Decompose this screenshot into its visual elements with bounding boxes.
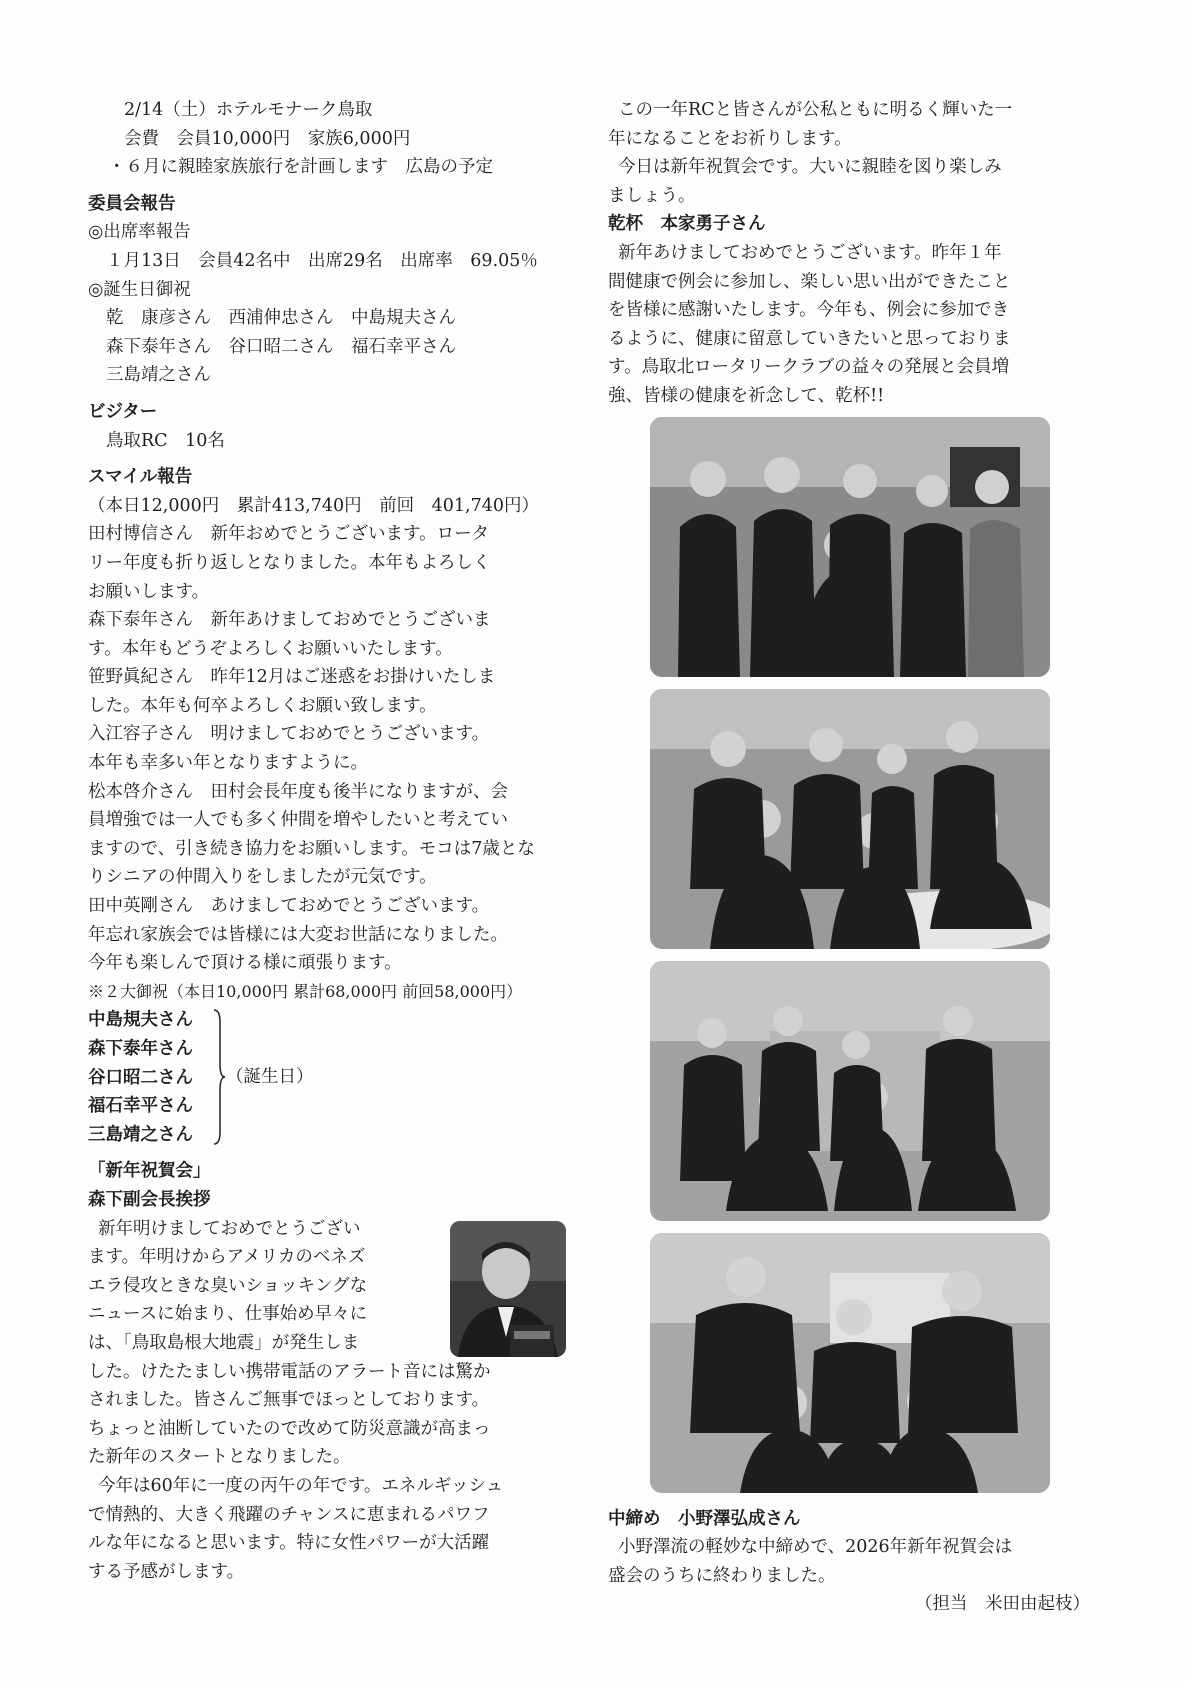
- speech-line: した。けたたましい携帯電話のアラート音には驚か: [88, 1361, 491, 1382]
- speaker-photo: [450, 1221, 566, 1357]
- smile-line: リー年度も折り返しとなりました。本年もよろしく: [88, 552, 491, 573]
- toast-line: す。鳥取北ロータリークラブの益々の発展と会員増: [608, 357, 1010, 378]
- speech-line: エラ侵攻ときな臭いショッキングな: [88, 1275, 368, 1296]
- toast-line: を皆様に感謝いたします。今年も、例会に参加でき: [608, 300, 1010, 321]
- speech-line: た新年のスタートとなりました。: [88, 1447, 351, 1468]
- celebration-name: 中島規夫さん: [88, 1010, 193, 1031]
- double-celebration-line: ※２大御祝（本日10,000円 累計68,000円 前回58,000円）: [88, 981, 523, 1001]
- celebration-name: 谷口昭二さん: [88, 1067, 193, 1088]
- smile-report-text: [88, 520, 558, 978]
- celebration-name: 三島靖之さん: [88, 1124, 193, 1145]
- smile-line: 森下泰年さん 新年あけましておめでとうございま: [88, 610, 491, 631]
- smile-line: した。本年も何卒よろしくお願い致します。: [88, 695, 437, 716]
- smile-line: す。本年もどうぞよろしくお願いいたします。: [88, 638, 453, 659]
- birthday-heading: ◎誕生日御祝: [88, 279, 191, 300]
- celebration-name: 福石幸平さん: [88, 1096, 193, 1117]
- smile-line: 本年も幸多い年となりますように。: [88, 753, 368, 774]
- toast-line: るように、健康に留意していきたいと思っておりま: [608, 328, 1011, 349]
- celebration-name: 森下泰年さん: [88, 1039, 193, 1059]
- left-column: [88, 96, 558, 1586]
- smile-line: 員増強では一人でも多く仲間を増やしたいと考えてい: [88, 810, 508, 831]
- smile-line: 松本啓介さん 田村会長年度も後半になりますが、会: [88, 781, 508, 802]
- speech-heading: 森下副会長挨拶: [88, 1190, 211, 1210]
- group-photo-2: [650, 689, 1050, 949]
- speech-line: ニュースに始まり、仕事始め早々に: [88, 1304, 368, 1325]
- closing-line: 盛会のうちに終わりました。: [608, 1565, 836, 1586]
- smile-line: 田中英剛さん あけましておめでとうございます。: [88, 896, 490, 917]
- visitor-line: 鳥取RC 10名: [106, 430, 225, 451]
- smile-line: 今年も楽しんで頂ける様に頑張ります。: [88, 953, 402, 974]
- birthday-line: 乾 康彦さん 西浦伸忠さん 中島規夫さん: [106, 308, 456, 329]
- credit-line: （担当 米田由起枝）: [915, 1594, 1090, 1615]
- toast-line: 強、皆様の健康を祈念して、乾杯!!: [608, 385, 885, 406]
- smile-heading: スマイル報告: [88, 467, 193, 488]
- smile-line: ますので、引き続き協力をお願いします。モコは7歳とな: [88, 838, 535, 859]
- attendance-line: １月13日 会員42名中 出席29名 出席率 69.05％: [106, 250, 538, 271]
- smile-line: 田村博信さん 新年おめでとうございます。ロータ: [88, 524, 490, 545]
- smile-line: 年忘れ家族会では皆様には大変お世話になりました。: [88, 924, 508, 945]
- group-photo-4: [650, 1233, 1050, 1493]
- toast-heading: 乾杯 本家勇子さん: [608, 214, 766, 235]
- speech-line: ちょっと油断していたので改めて防災意識が高まっ: [88, 1418, 491, 1439]
- closing-line: 小野澤流の軽妙な中締めで、2026年新年祝賀会は: [618, 1537, 1013, 1558]
- visitor-heading: ビジター: [88, 401, 158, 422]
- speech-block: [88, 1215, 558, 1358]
- committee-heading: 委員会報告: [88, 193, 176, 214]
- attendance-heading: ◎出席率報告: [88, 222, 191, 243]
- speech-line: で情熱的、大きく飛躍のチャンスに恵まれるパワフ: [88, 1504, 490, 1525]
- event-fee-line: 会費 会員10,000円 家族6,000円: [124, 128, 411, 149]
- toast-line: 間健康で例会に参加し、楽しい思い出ができたこと: [608, 271, 1011, 292]
- smile-totals: （本日12,000円 累計413,740円 前回 401,740円）: [88, 495, 539, 516]
- speech-line: は、「鳥取島根大地震」が発生しま: [88, 1332, 360, 1353]
- smile-line: お願いします。: [88, 581, 210, 602]
- celebration-list: [88, 1006, 558, 1149]
- speech-line: ます。年明けからアメリカのベネズ: [88, 1247, 366, 1268]
- speech-line: 新年明けましておめでとうござい: [98, 1218, 361, 1239]
- intro-line: この一年RCと皆さんが公私ともに明るく輝いた一: [618, 100, 1013, 120]
- birthday-line: 三島靖之さん: [106, 365, 211, 386]
- closing-heading: 中締め 小野澤弘成さん: [608, 1508, 801, 1529]
- toast-line: 新年あけましておめでとうございます。昨年１年: [618, 242, 1002, 263]
- speech-line: する予感がします。: [88, 1561, 245, 1582]
- intro-line: ましょう。: [608, 185, 696, 206]
- event-trip-line: ・６月に親睦家族旅行を計画します 広島の予定: [108, 157, 493, 178]
- group-photo-1: [650, 417, 1050, 677]
- birthday-line: 森下泰年さん 谷口昭二さん 福石幸平さん: [106, 336, 456, 357]
- brace-icon: [212, 1008, 226, 1146]
- speech-line: ルな年になると思います。特に女性パワーが大活躍: [88, 1533, 490, 1554]
- speech-line: 今年は60年に一度の丙午の年です。エネルギッシュ: [98, 1475, 504, 1496]
- newyear-heading: 「新年祝賀会」: [88, 1161, 211, 1182]
- intro-line: 年になることをお祈りします。: [608, 128, 852, 149]
- smile-line: 入江容子さん 明けましておめでとうございます。: [88, 724, 490, 745]
- right-column: [608, 96, 1098, 1619]
- speech-line: されました。皆さんご無事でほっとしております。: [88, 1390, 490, 1411]
- group-photo-3: [650, 961, 1050, 1221]
- smile-line: 笹野眞紀さん 昨年12月はご迷惑をお掛けいたしま: [88, 667, 496, 688]
- smile-line: りシニアの仲間入りをしましたが元気です。: [88, 867, 437, 888]
- celebration-note: （誕生日）: [226, 1067, 314, 1088]
- intro-line: 今日は新年祝賀会です。大いに親睦を図り楽しみ: [618, 157, 1002, 178]
- event-line: 2/14（土）ホテルモナーク鳥取: [124, 100, 373, 120]
